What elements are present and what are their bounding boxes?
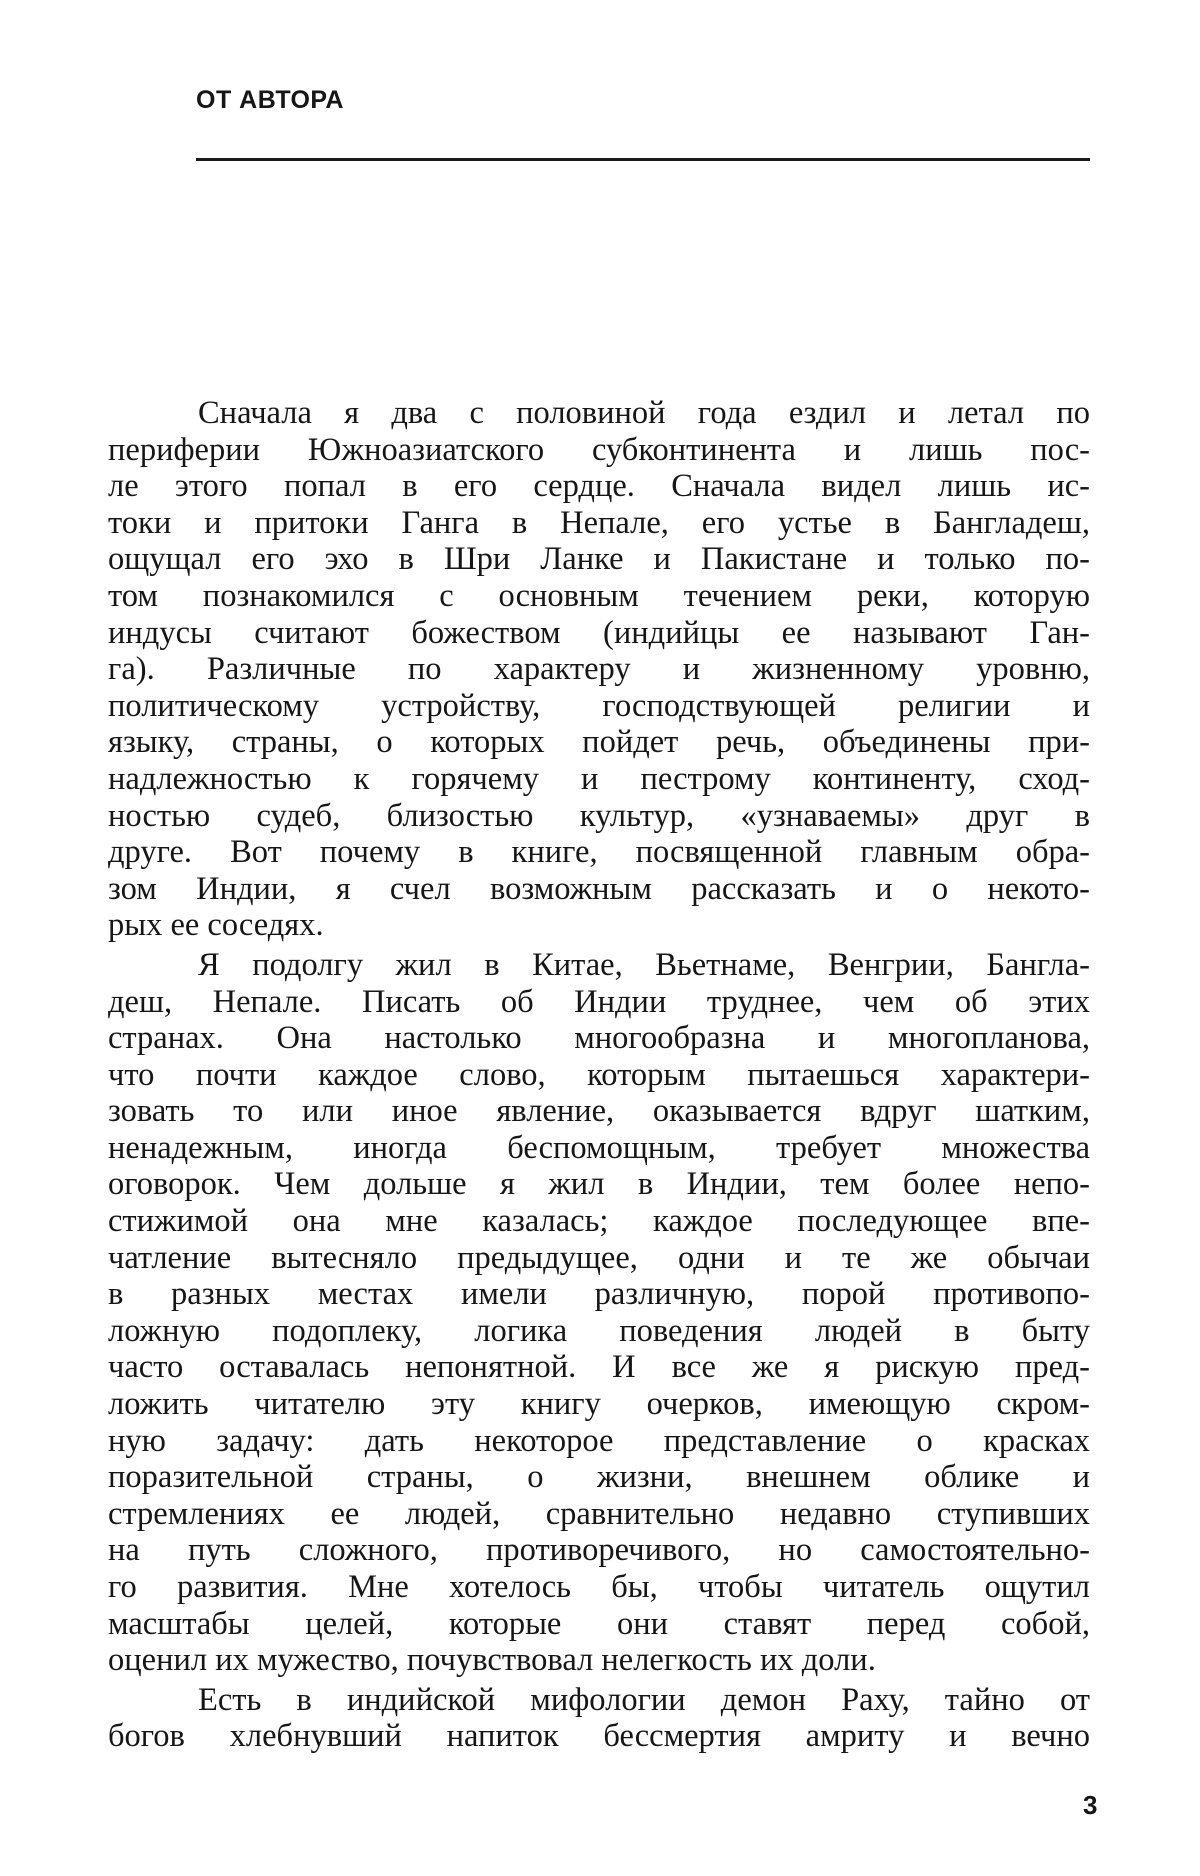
text-line: ную задачу: дать некоторое представление о красках [108,1422,1090,1459]
text-line: рых ее соседях. [108,907,324,944]
text-line: оговорок. Чем дольше я жил в Индии, тем более непо- [108,1166,1090,1203]
paragraph-3 [108,1682,1090,1755]
heading-rule [196,158,1090,161]
text-line: ложную подоплеку, логика поведения людей в быту [108,1312,1090,1349]
text-line: ненадежным, иногда беспомощным, требует множества [108,1129,1090,1166]
body-text [108,395,1090,1755]
text-line: странах. Она настолько многообразна и многопланова, [108,1020,1090,1057]
text-line: в разных местах имели различную, порой противопо- [108,1276,1090,1313]
paragraph-2 [108,947,1090,1679]
text-line: языку, страны, о которых пойдет речь, объединены при- [108,724,1090,761]
text-line: ложить читателю эту книгу очерков, имеющую скром- [108,1386,1090,1423]
text-line: ощущал его эхо в Шри Ланке и Пакистане и только по- [108,541,1090,578]
text-line: Сначала я два с половиной года ездил и летал по [198,395,1090,431]
paragraph-1 [108,395,1090,944]
text-line: стремлениях ее людей, сравнительно недавно ступивших [108,1495,1090,1532]
text-line: Я подолгу жил в Китае, Вьетнаме, Венгрии, Бангла- [198,946,1090,983]
text-line: стижимой она мне казалась; каждое последующее впе- [108,1203,1090,1240]
text-line: га). Различные по характеру и жизненному уровню, [108,651,1090,688]
text-line: ле этого попал в его сердце. Сначала видел лишь ис- [108,468,1090,505]
text-line: том познакомился с основным течением реки, которую [108,577,1090,614]
text-line: богов хлебнувший напиток бессмертия амриту и вечно [108,1718,1090,1755]
text-line: друге. Вот почему в книге, посвященной главным обра- [108,834,1090,871]
text-line: Есть в индийской мифологии демон Раху, тайно от [198,1681,1090,1718]
text-line: надлежностью к горячему и пестрому континенту, сход- [108,760,1090,797]
text-line: зом Индии, я счел возможным рассказать и о некото- [108,870,1090,907]
page-number: 3 [1083,1790,1098,1820]
text-line: масштабы целей, которые они ставят перед собой, [108,1605,1090,1642]
text-line: поразительной страны, о жизни, внешнем облике и [108,1459,1090,1496]
text-line: ностью судеб, близостью культур, «узнаваемы» друг в [108,797,1090,834]
text-line: токи и притоки Ганга в Непале, его устье в Бангладеш, [108,504,1090,541]
section-heading: ОТ АВТОРА [196,86,344,114]
text-line: деш, Непале. Писать об Индии труднее, чем об этих [108,983,1090,1020]
text-line: политическому устройству, господствующей религии и [108,687,1090,724]
text-line: оценил их мужество, почувствовал нелегкость их доли. [108,1642,876,1679]
text-line: часто оставалась непонятной. И все же я рискую пред- [108,1349,1090,1386]
text-line: чатление вытесняло предыдущее, одни и те же обычаи [108,1239,1090,1276]
text-line: зовать то или иное явление, оказывается вдруг шатким, [108,1093,1090,1130]
text-line: индусы считают божеством (индийцы ее называют Ган- [108,614,1090,651]
text-line: что почти каждое слово, которым пытаешься характери- [108,1056,1090,1093]
text-line: периферии Южноазиатского субконтинента и лишь пос- [108,431,1090,468]
text-line: го развития. Мне хотелось бы, чтобы читатель ощутил [108,1569,1090,1605]
text-line: на путь сложного, противоречивого, но самостоятельно- [108,1532,1090,1569]
